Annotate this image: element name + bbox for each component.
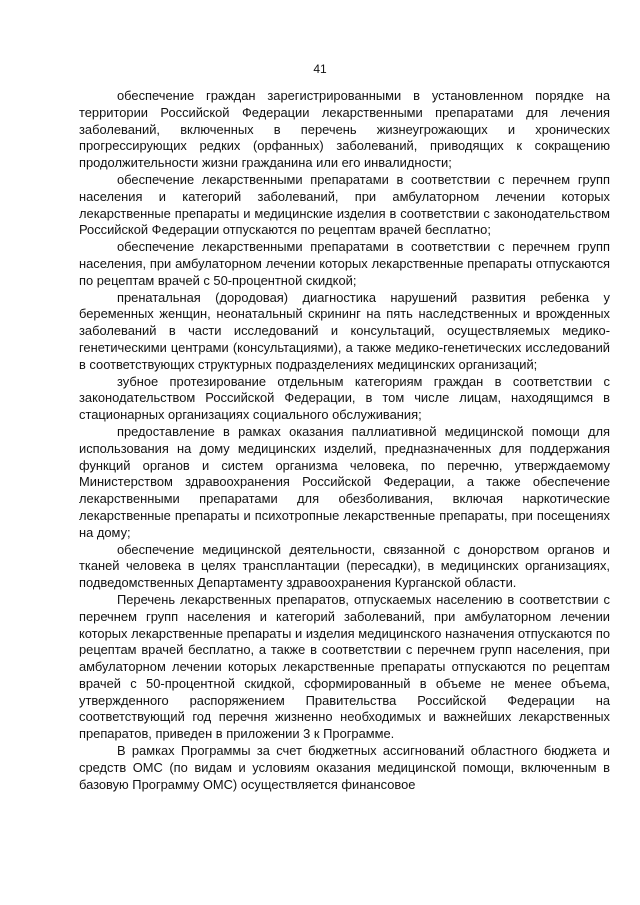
paragraph: предоставление в рамках оказания паллиативной медицинской помощи для использования на дому медицинских изделий, предназначенных для поддержания функций органов и систем организма человека, по перечню, утверждаемому Министерством здравоохранения Российской Федерации, а также обеспечение лекарственными препаратами для обезболивания, включая наркотические лекарственные препараты и психотропные лекарственные препараты, при посещениях на дому; xyxy=(79,423,610,540)
paragraph: зубное протезирование отдельным категориям граждан в соответствии с законодательством Российской Федерации, в том числе лицам, находящимся в стационарных организациях социального обслуживания; xyxy=(79,373,610,423)
paragraph: обеспечение лекарственными препаратами в соответствии с перечнем групп населения, при амбулаторном лечении которых лекарственные препараты отпускаются по рецептам врачей с 50-процентной скидкой; xyxy=(79,239,610,288)
page-number: 41 xyxy=(313,62,327,76)
paragraph: обеспечение медицинской деятельности, связанной с донорством органов и тканей человека в целях трансплантации (пересадки), в медицинских организациях, подведомственных Департаменту здравоохранения Курганской области. xyxy=(79,541,610,591)
paragraph: В рамках Программы за счет бюджетных ассигнований областного бюджета и средств ОМС (по видам и условиям оказания медицинской помощи, включенным в базовую Программу ОМС) осуществляется финансовое xyxy=(79,743,610,792)
paragraph: пренатальная (дородовая) диагностика нарушений развития ребенка у беременных женщин, неонатальный скрининг на пять наследственных и врожденных заболеваний в части исследований и консультаций, осуществляемых медико-генетическими центрами (консультациями), а также медико-генетических исследований в соответствующих структурных подразделениях медицинских организаций; xyxy=(79,289,610,372)
paragraph: обеспечение граждан зарегистрированными в установленном порядке на территории Российской Федерации лекарственными препаратами для лечения заболеваний, включенных в перечень жизнеугрожающих и хронических прогрессирующих редких (орфанных) заболеваний, приводящих к сокращению продолжительности жизни гражданина или его инвалидности; xyxy=(79,88,610,171)
paragraph: обеспечение лекарственными препаратами в соответствии с перечнем групп населения и категорий заболеваний, при амбулаторном лечении которых лекарственные препараты и медицинские изделия в соответствии с законодательством Российской Федерации отпускаются по рецептам врачей бесплатно; xyxy=(79,171,610,238)
paragraph: Перечень лекарственных препаратов, отпускаемых населению в соответствии с перечнем групп населения и категорий заболеваний, при амбулаторном лечении которых лекарственные препараты и изделия медицинского назначения отпускаются по рецептам врачей бесплатно, а также в соответствии с перечнем групп населения, при амбулаторном лечении которых лекарственные препараты отпускаются по рецептам врачей с 50-процентной скидкой, сформированный в объеме не менее объема, утвержденного распоряжением Правительства Российской Федерации на соответствующий год перечня жизненно необходимых и важнейших лекарственных препаратов, приведен в приложении 3 к Программе. xyxy=(79,591,610,742)
document-body xyxy=(79,88,610,793)
